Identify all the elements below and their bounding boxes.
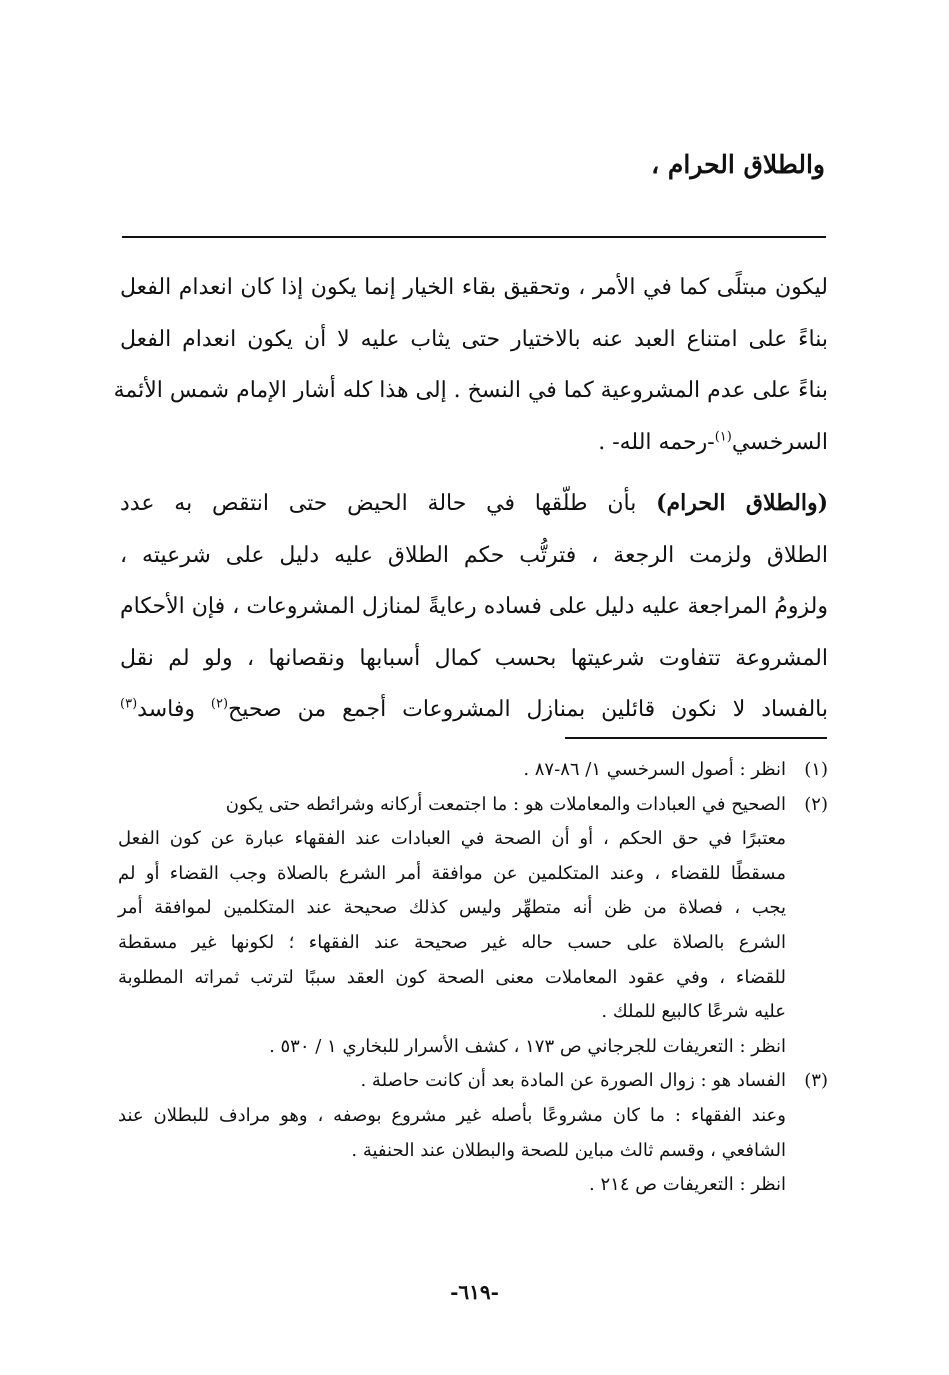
footnote-1 bbox=[118, 753, 828, 788]
footnote-reference: (٣) bbox=[120, 696, 138, 712]
body-line: بناءً على عدم المشروعية كما في النسخ . إلى هذا كله أشار الإمام شمس الأئمة bbox=[113, 378, 828, 403]
footnote-line: يجب ، فصلاة من ظن أنه متطهِّر وليس كذلك صحيحة عند المتكلمين لموافقة أمر bbox=[118, 897, 786, 919]
body-line bbox=[120, 417, 828, 469]
footnote-line: عليه شرعًا كالبيع للملك . bbox=[601, 1001, 786, 1023]
footnote-text: انظر : أصول السرخسي ١/ ٨٦-٨٧ . bbox=[523, 759, 786, 780]
body-text-fragment: السرخسي bbox=[731, 429, 828, 455]
body-line bbox=[120, 478, 828, 530]
body-line: ولزومُ المراجعة عليه دليل على فساده رعايةً لمنازل المشروعات ، فإن الأحكام bbox=[120, 594, 828, 619]
footnote-reference: (٢) bbox=[210, 696, 229, 712]
body-line bbox=[120, 684, 828, 736]
footnote-text: الفساد هو : زوال الصورة عن المادة بعد أن كانت حاصلة . bbox=[360, 1070, 786, 1092]
footnote-separator bbox=[565, 737, 827, 739]
body-text-fragment: بأن طلّقها في حالة الحيض حتى انتقص به عدد bbox=[120, 491, 637, 516]
defined-term: (والطلاق الحرام) bbox=[656, 490, 828, 516]
body-line: المشروعة تتفاوت شرعيتها بحسب كمال أسبابها ونقصانها ، ولو لم نقل bbox=[120, 645, 828, 671]
body-text-fragment: بالفساد لا نكون قائلين بمنازل المشروعات أجمع من صحيح bbox=[228, 697, 828, 722]
footnote-2 bbox=[118, 788, 828, 823]
body-line: ليكون مبتلًى كما في الأمر ، وتحقيق بقاء الخيار إنما يكون إذا كان انعدام الفعل bbox=[120, 275, 828, 300]
footnote-line: مسقطًا للقضاء ، وعند المتكلمين عن موافقة أمر الشرع بالصلاة وجب القضاء أو لم bbox=[118, 862, 786, 884]
footnote-number: (٢) bbox=[804, 793, 828, 815]
body-text-fragment: وفاسد bbox=[137, 697, 195, 722]
body-line: الطلاق ولزمت الرجعة ، فترتُّب حكم الطلاق عليه دليل على شرعيته ، bbox=[120, 542, 828, 568]
footnote-line: معتبرًا في حق الحكم ، أو أن الصحة في العبادات عند الفقهاء عبارة عن كون الفعل bbox=[118, 828, 786, 850]
footnote-number: (٣) bbox=[804, 1070, 828, 1092]
footnote-line: وعند الفقهاء : ما كان مشروعًا بأصله غير مشروع بوصفه ، وهو مرادف للبطلان عند bbox=[118, 1104, 786, 1126]
running-header: والطلاق الحرام ، bbox=[651, 150, 825, 179]
paragraph-gap bbox=[120, 468, 828, 478]
body-line: بناءً على امتناع العبد عنه بالاختيار حتى يثاب عليه لا أن يكون انعدام الفعل bbox=[120, 326, 828, 352]
footnote-text: الصحيح في العبادات والمعاملات هو : ما اجتمعت أركانه وشرائطه حتى يكون bbox=[225, 793, 786, 815]
footnote-source: انظر : التعريفات ص ٢١٤ . bbox=[589, 1174, 786, 1196]
footnote-line: الشرع بالصلاة على حسب حاله غير صحيحة عند الفقهاء ؛ لكونها غير مسقطة bbox=[118, 931, 786, 953]
header-rule bbox=[122, 236, 826, 238]
body-text-fragment: -رحمه الله- . bbox=[598, 429, 715, 455]
footnote-reference: (١) bbox=[714, 429, 732, 445]
main-text bbox=[113, 262, 828, 736]
footnote-source: انظر : التعريفات للجرجاني ص ١٧٣ ، كشف الأسرار للبخاري ١ / ٥٣٠ . bbox=[269, 1035, 786, 1057]
footnote-line: للقضاء ، وفي عقود المعاملات معنى الصحة كون العقد سببًا لترتب ثمراته المطلوبة bbox=[118, 966, 786, 988]
footnote-line: الشافعي ، وقسم ثالث مباين للصحة والبطلان عند الحنفية . bbox=[351, 1139, 786, 1161]
footnote-number: (١) bbox=[804, 759, 828, 780]
footnotes bbox=[118, 753, 828, 1203]
page-number: -٦١٩- bbox=[450, 1280, 499, 1304]
footnote-3 bbox=[118, 1064, 828, 1099]
